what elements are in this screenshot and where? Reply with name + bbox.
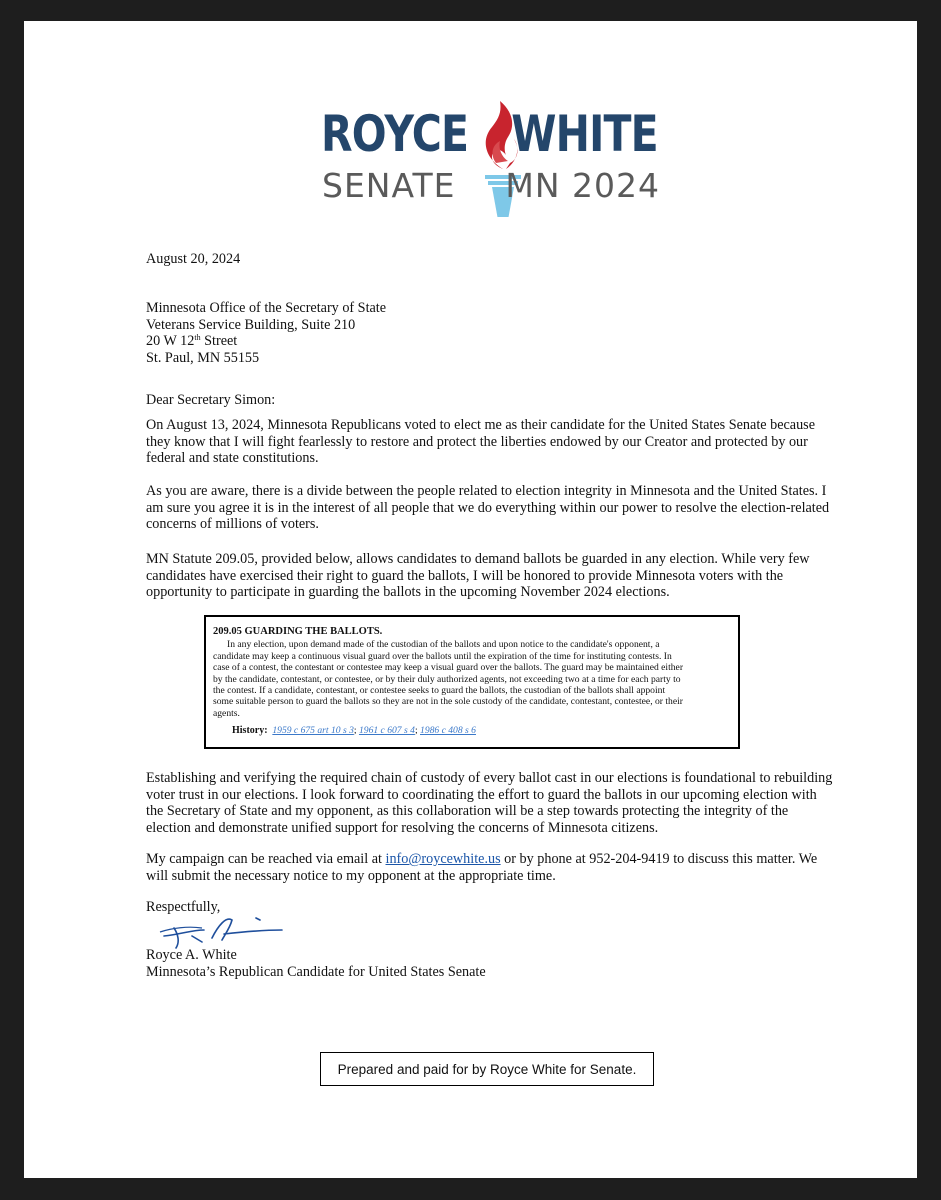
letter-page [24,21,917,1178]
address-line: St. Paul, MN 55155 [146,349,260,366]
signer-block [146,947,486,980]
statute-box [204,615,740,749]
logo-office: SENATE [322,166,456,205]
statute-text: In any election, upon demand made of the custodian of the ballots and upon notice to the candidate's opponent, a candidate may keep a continuous visual guard over the ballots until the expiration of the time for instituting contests. In case of a contest, the contestant or contestee may keep a visual guard over the ballots. The guard may be maintained either by the candidate, contestant, or contestee, or by their duly authorized agents, not exceeding two at a time for each party to the contest. If a candidate, contestant, or contestee seeks to guard the ballots, the custodian of the ballots shall appoint some suitable person to guard the ballots so they are not in the sole custody of the candidate, contestant, contestee, or their agents. [213,639,684,719]
signer-name: Royce A. White [146,947,237,963]
letter-date: August 20, 2024 [146,251,241,267]
paragraph-4: Establishing and verifying the required chain of custody of every ballot cast in our elections is foundational to rebuilding voter trust in our elections. I look forward to coordinating the effort to guard the ballots in our upcoming election with the Secretary of State and my opponent, as this collaboration will be a step towards protecting the integrity of the election and demonstrate unified support for resolving the concerns of Minnesota citizens. [146,770,833,836]
paid-for-disclaimer: Prepared and paid for by Royce White for Senate. [320,1052,654,1086]
paragraph-1: On August 13, 2024, Minnesota Republicans voted to elect me as their candidate for the United States Senate because they know that I will fight fearlessly to restore and protect the liberties endowed by our Creator and protected by our federal and state constitutions. [146,417,816,466]
address-line: Veterans Service Building, Suite 210 [146,316,356,333]
logo-state-year: MN 2024 [505,166,660,205]
history-label: History: [232,725,268,737]
history-link[interactable]: 1959 c 675 art 10 s 3 [272,725,354,737]
history-link[interactable]: 1986 c 408 s 6 [420,725,476,737]
logo-name-last: WHITE [511,105,658,163]
paragraph-5: My campaign can be reached via email at info@roycewhite.us or by phone at 952-204-9419 to discuss this matter. We will submit the necessary notice to my opponent at the appropriate time. [146,851,818,884]
address-line: Minnesota Office of the Secretary of State [146,300,387,316]
history-link[interactable]: 1961 c 607 s 4 [358,725,415,737]
recipient-address [146,300,386,366]
signature-image [152,906,292,950]
email-link[interactable]: info@roycewhite.us [385,851,501,867]
salutation: Dear Secretary Simon: [146,392,276,408]
statute-history: History: 1959 c 675 art 10 s 3; 1961 c 607 s 4; 1986 c 408 s 6 [232,725,476,737]
address-line: 20 W 12th Street [146,333,238,349]
campaign-logo [320,97,660,217]
statute-title: 209.05 GUARDING THE BALLOTS. [213,626,383,637]
paragraph-2: As you are aware, there is a divide between the people related to election integrity in Minnesota and the United States. I am sure you agree it is in the interest of all people that we do everything within our power to resolve the election-related concerns of millions of voters. [146,483,830,532]
closing: Respectfully, [146,899,221,915]
logo-name-first: ROYCE [321,105,469,163]
signer-title: Minnesota’s Republican Candidate for United States Senate [146,963,486,980]
paragraph-3: MN Statute 209.05, provided below, allows candidates to demand ballots be guarded in any election. While very few candidates have exercised their right to guard the ballots, I will be honored to provide Minnesota voters with the opportunity to participate in guarding the ballots in the upcoming November 2024 elections. [146,551,810,600]
